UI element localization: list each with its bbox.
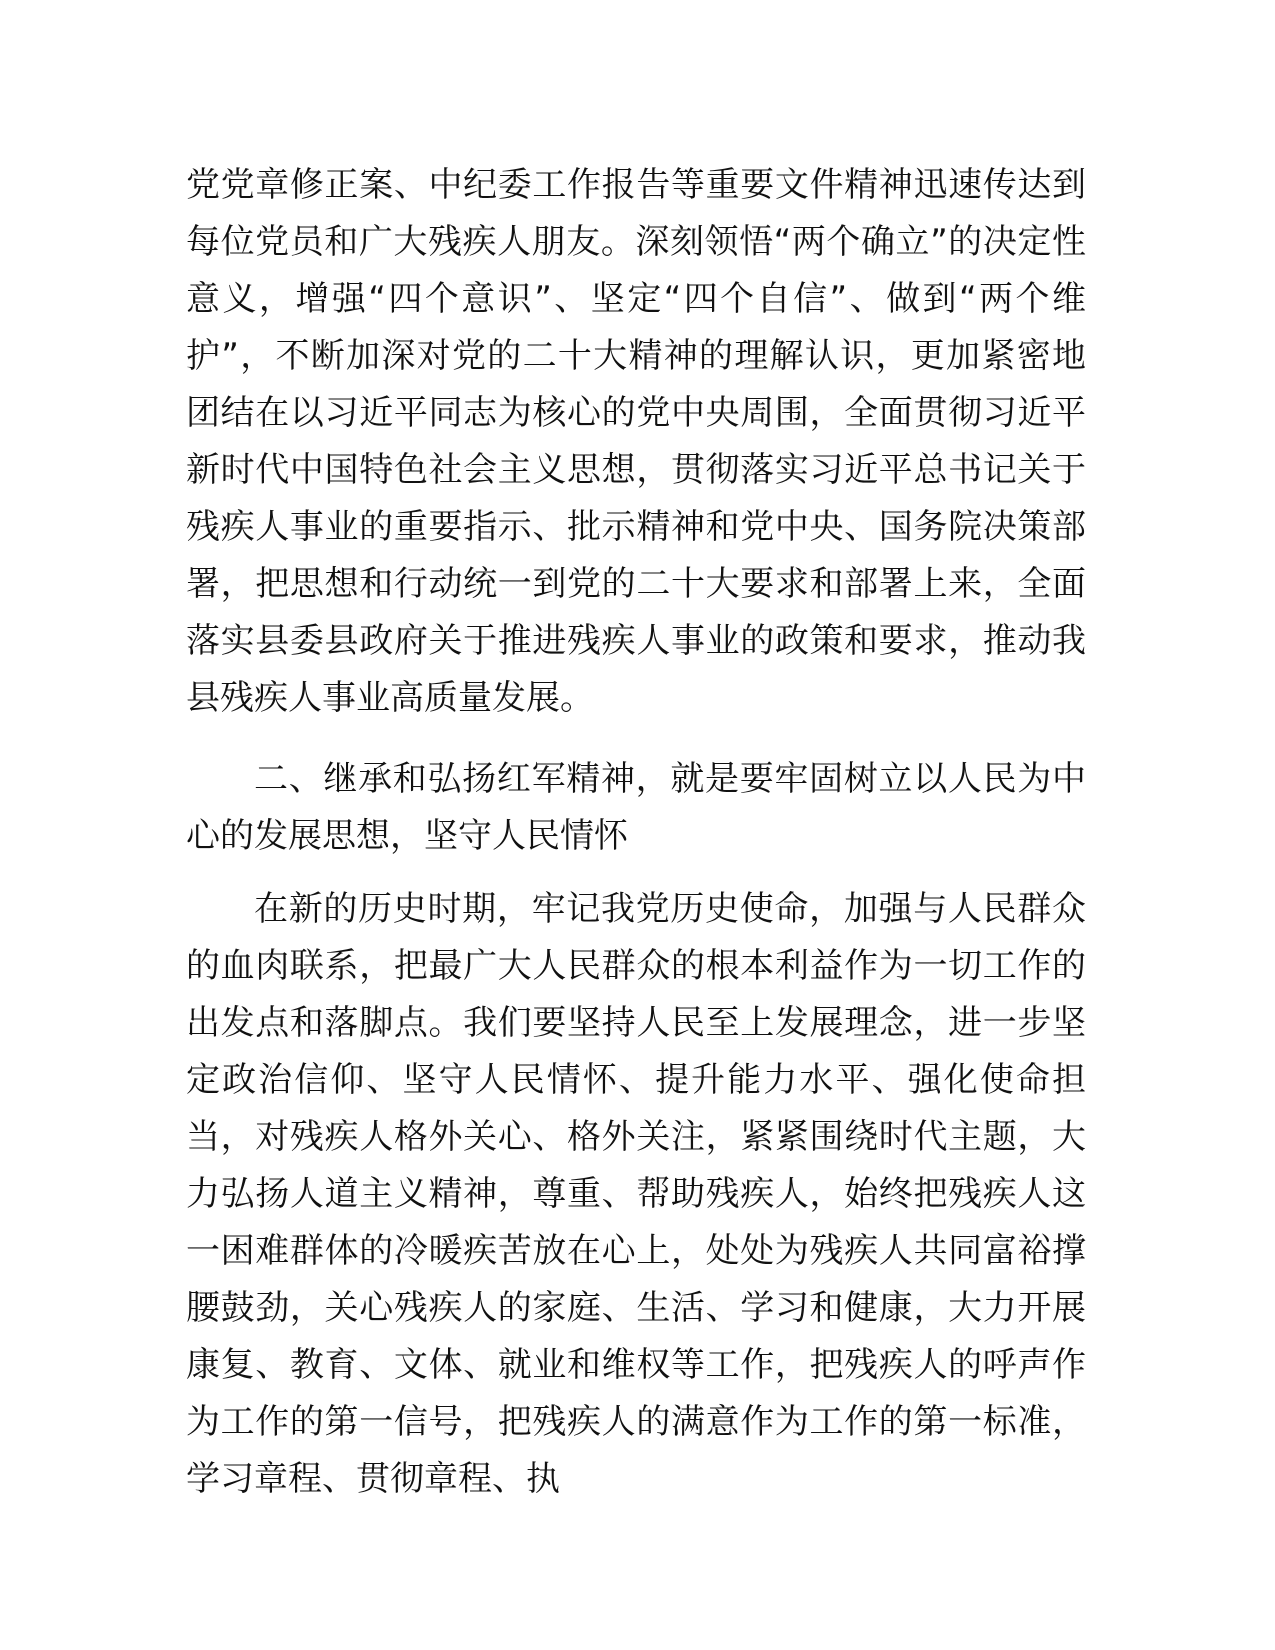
body-paragraph: 在新的历史时期，牢记我党历史使命，加强与人民群众的血肉联系，把最广大人民群众的根本利益作为一切工作的出发点和落脚点。我们要坚持人民至上发展理念，进一步坚定政治信仰、坚守人民情怀、提升能力水平、强化使命担当，对残疾人格外关心、格外关注，紧紧围绕时代主题，大力弘扬人道主义精神，尊重、帮助残疾人，始终把残疾人这一困难群体的冷暖疾苦放在心上，处处为残疾人共同富裕撑腰鼓劲，关心残疾人的家庭、生活、学习和健康，大力开展康复、教育、文体、就业和维权等工作，把残疾人的呼声作为工作的第一信号，把残疾人的满意作为工作的第一标准，学习章程、贯彻章程、执: [186, 889, 1086, 1499]
body-paragraph-continuation: 党党章修正案、中纪委工作报告等重要文件精神迅速传达到每位党员和广大残疾人朋友。深刻领悟“两个确立”的决定性意义，增强“四个意识”、坚定“四个自信”、做到“两个维护”，不断加深对党的二十大精神的理解认识，更加紧密地团结在以习近平同志为核心的党中央周围，全面贯彻习近平新时代中国特色社会主义思想，贯彻落实习近平总书记关于残疾人事业的重要指示、批示精神和党中央、国务院决策部署，把思想和行动统一到党的二十大要求和部署上来，全面落实县委县政府关于推进残疾人事业的政策和要求，推动我县残疾人事业高质量发展。: [186, 165, 1086, 718]
section-heading-two: 二、继承和弘扬红军精神，就是要牢固树立以人民为中心的发展思想，坚守人民情怀: [186, 759, 1086, 856]
